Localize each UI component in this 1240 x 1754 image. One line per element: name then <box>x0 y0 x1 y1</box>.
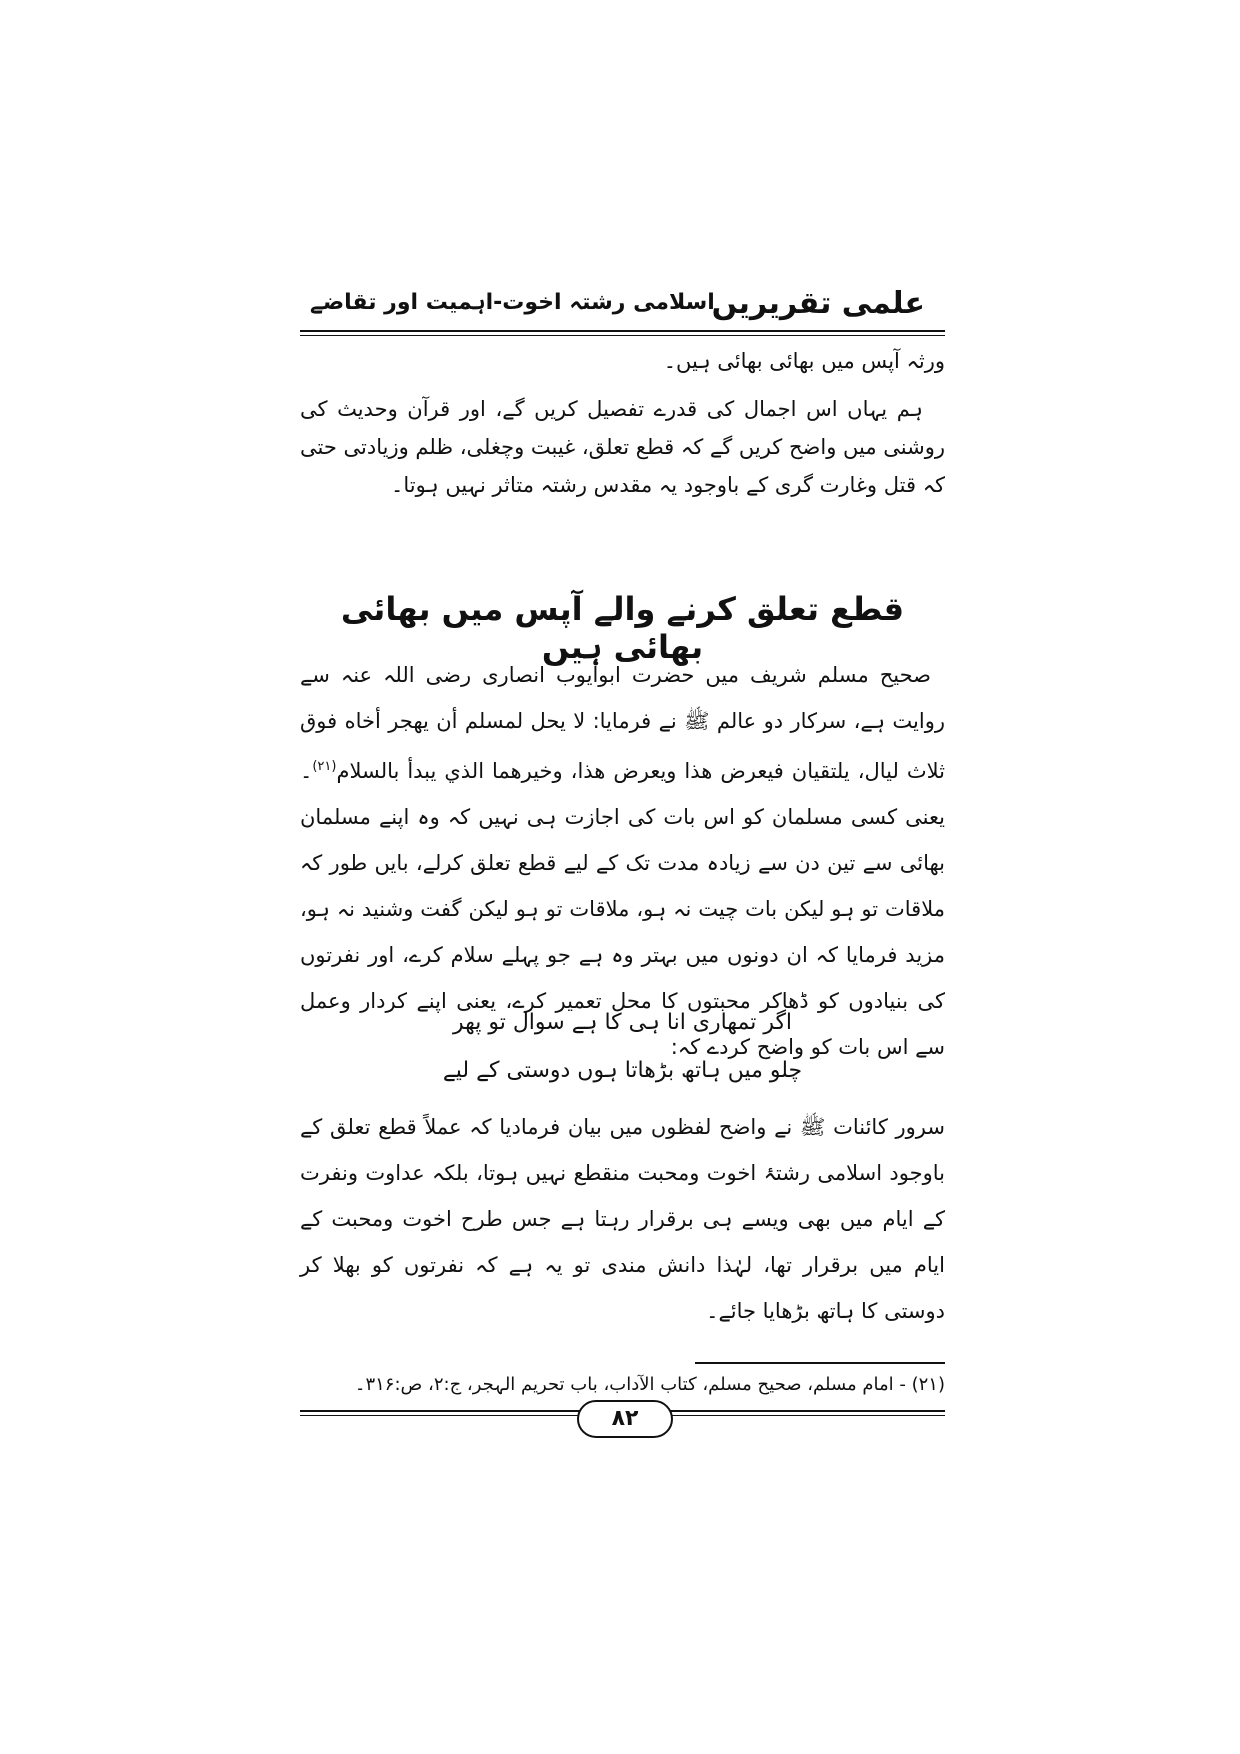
header-rule-thin <box>300 335 945 336</box>
footnote-reference: (۲۱) <box>312 759 337 774</box>
page-number: ۸۲ <box>577 1400 673 1438</box>
verse-line-2: چلو میں ہاتھ بڑھاتا ہوں دوستی کے لیے <box>442 1058 803 1083</box>
footnote-separator <box>695 1362 945 1364</box>
hadith-paragraph <box>300 652 945 1070</box>
hadith-text: صحیح مسلم شریف میں حضرت ابوایوب انصاری رضی اللہ عنہ سے روایت ہے، سرکار دو عالم ﷺ نے فرمایا: لا يحل لمسلم أن يهجر أخاه فوق ثلاث ليال، يلتقيان فيعرض هذا ويعرض هذا، وخيرهما الذي يبدأ بالسلام <box>300 663 945 783</box>
running-header <box>300 282 945 322</box>
header-rule-thick <box>300 330 945 332</box>
section-heading: قطع تعلق کرنے والے آپس میں بھائی بھائی ہیں <box>340 590 905 666</box>
paragraph-continuation: ورثہ آپس میں بھائی بھائی ہیں۔ <box>663 349 945 373</box>
book-title: علمی تقریریں <box>711 286 925 321</box>
footnote: (۲۱) - امام مسلم، صحیح مسلم، کتاب الآداب، باب تحریم الہجر، ج:۲، ص:۳۱۶۔ <box>354 1374 945 1395</box>
verse-line-1: اگر تمھاری انا ہی کا ہے سوال تو پھر <box>452 1010 793 1035</box>
paragraph-intro: ہم یہاں اس اجمال کی قدرے تفصیل کریں گے، اور قرآن وحدیث کی روشنی میں واضح کریں گے کہ قطع تعلق، غیبت وچغلی، ظلم وزیادتی حتی کہ قتل وغارت گری کے باوجود یہ مقدس رشتہ متاثر نہیں ہوتا۔ <box>300 397 945 497</box>
chapter-title: اسلامی رشتہ اخوت-اہمیت اور تقاضے <box>310 290 715 315</box>
closing-paragraph: سرور کائنات ﷺ نے واضح لفظوں میں بیان فرمادیا کہ عملاً قطع تعلق کے باوجود اسلامی رشتۂ اخوت ومحبت منقطع نہیں ہوتا، بلکہ عداوت ونفرت کے ایام میں بھی ویسے ہی برقرار رہتا ہے جس طرح اخوت ومحبت کے ایام میں برقرار تھا، لہٰذا دانش مندی تو یہ ہے کہ نفرتوں کو بھلا کر دوستی کا ہاتھ بڑھایا جائے۔ <box>300 1115 945 1323</box>
hadith-explanation: ۔ یعنی کسی مسلمان کو اس بات کی اجازت ہی نہیں کہ وہ اپنے مسلمان بھائی سے تین دن سے زیادہ مدت تک کے لیے قطع تعلق کرلے، بایں طور کہ ملاقات تو ہو لیکن بات چیت نہ ہو، ملاقات تو ہو لیکن گفت وشنید نہ ہو، مزید فرمایا کہ ان دونوں میں بہتر وہ ہے جو پہلے سلام کرے، اور نفرتوں کی بنیادوں کو ڈھاکر محبتوں کا محل تعمیر کرے، یعنی اپنے کردار وعمل سے اس بات کو واضح کردے کہ: <box>300 759 945 1059</box>
